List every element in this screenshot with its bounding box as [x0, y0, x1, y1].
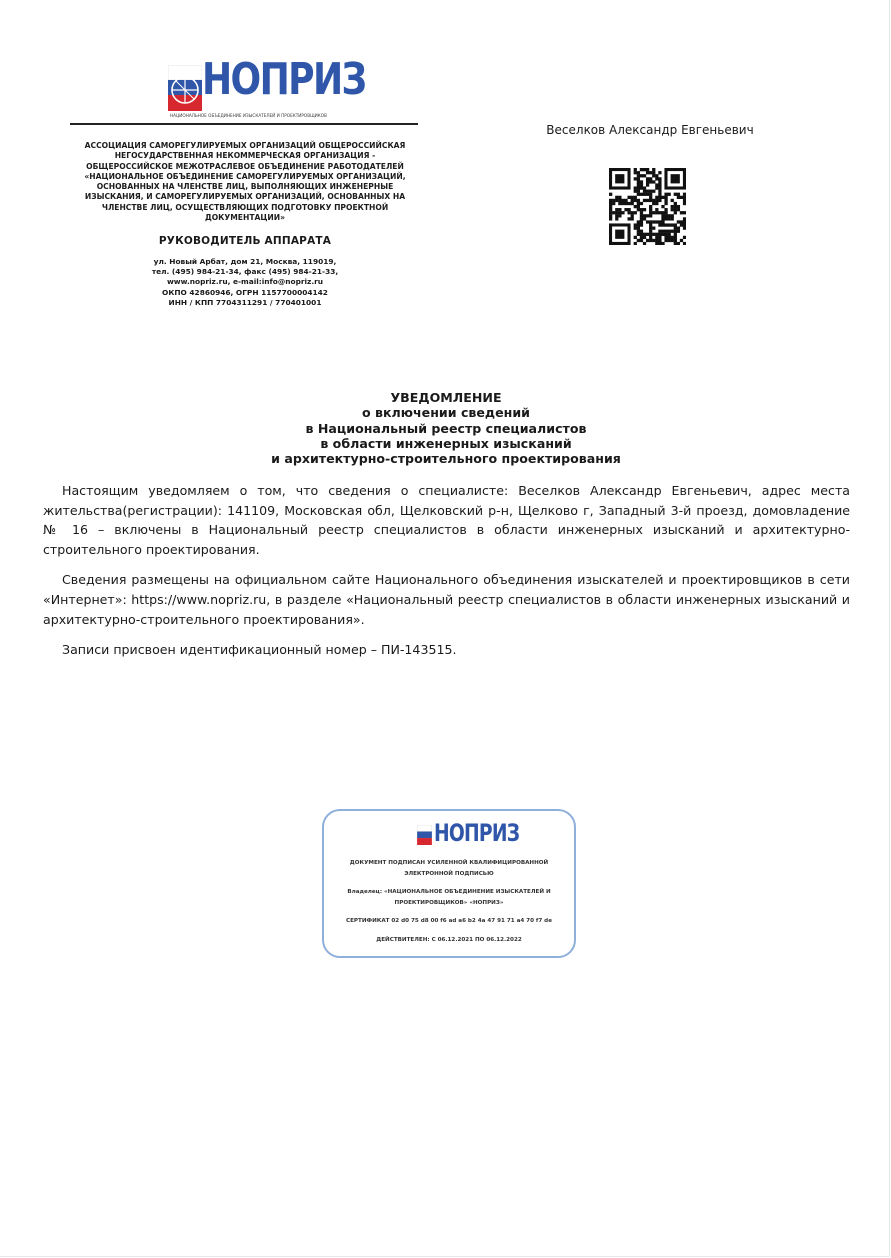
qr-module: [627, 211, 630, 214]
qr-module: [658, 239, 661, 242]
qr-module: [646, 233, 649, 236]
qr-module: [655, 202, 658, 205]
qr-module: [627, 217, 630, 220]
qr-module: [658, 223, 661, 226]
qr-module: [674, 202, 677, 205]
qr-module: [649, 230, 652, 233]
qr-module: [640, 211, 643, 214]
qr-module: [674, 205, 677, 208]
qr-module: [640, 180, 643, 183]
qr-module: [677, 227, 680, 230]
qr-module: [646, 180, 649, 183]
stamp-owner-line: ПРОЕКТИРОВЩИКОВ» «НОПРИЗ»: [394, 900, 504, 906]
qr-module: [658, 183, 661, 186]
qr-module: [652, 174, 655, 177]
association-line: ОБЩЕРОССИЙСКОЕ МЕЖОТРАСЛЕВОЕ ОБЪЕДИНЕНИЕ РАБОТОДАТЕЛЕЙ: [86, 161, 404, 171]
notice-title-line: УВЕДОМЛЕНИЕ: [390, 390, 502, 405]
qr-module: [643, 233, 646, 236]
qr-module: [677, 196, 680, 199]
qr-module: [618, 214, 621, 217]
qr-module: [631, 196, 634, 199]
qr-module: [683, 223, 686, 226]
qr-module: [674, 233, 677, 236]
qr-module: [649, 190, 652, 193]
qr-module: [646, 190, 649, 193]
qr-module: [637, 183, 640, 186]
qr-module: [674, 223, 677, 226]
qr-module: [652, 190, 655, 193]
association-line: «НАЦИОНАЛЬНОЕ ОБЪЕДИНЕНИЕ САМОРЕГУЛИРУЕМЫХ ОРГАНИЗАЦИЙ,: [84, 171, 406, 181]
notice-title: [150, 390, 742, 466]
stamp-owner-line: Владелец: «НАЦИОНАЛЬНОЕ ОБЪЕДИНЕНИЕ ИЗЫСКАТЕЛЕЙ И: [347, 889, 551, 895]
qr-module: [649, 177, 652, 180]
qr-module: [634, 211, 637, 214]
qr-module: [683, 202, 686, 205]
qr-module: [634, 205, 637, 208]
qr-module: [680, 220, 683, 223]
qr-module: [683, 236, 686, 239]
qr-module: [649, 211, 652, 214]
qr-module: [643, 199, 646, 202]
association-line: НЕГОСУДАРСТВЕННАЯ НЕКОММЕРЧЕСКАЯ ОРГАНИЗАЦИЯ -: [114, 151, 376, 161]
qr-module: [643, 217, 646, 220]
qr-module: [615, 214, 618, 217]
stamp-logo-wordmark: НОПРИЗ: [434, 819, 520, 847]
contact-line: тел. (495) 984-21-34, факс (495) 984-21-33,: [151, 267, 339, 277]
qr-module: [661, 196, 664, 199]
qr-module: [624, 202, 627, 205]
qr-module: [664, 233, 667, 236]
qr-module: [655, 199, 658, 202]
qr-module: [674, 208, 677, 211]
qr-module: [664, 217, 667, 220]
qr-module: [680, 196, 683, 199]
qr-module: [658, 236, 661, 239]
qr-module: [640, 239, 643, 242]
qr-module: [661, 223, 664, 226]
stamp-validity: ДЕЙСТВИТЕЛЕН: С 06.12.2021 ПО 06.12.2022: [376, 937, 522, 943]
qr-module: [658, 242, 661, 245]
qr-module: [649, 214, 652, 217]
qr-module: [615, 211, 618, 214]
qr-module: [634, 196, 637, 199]
qr-module: [615, 217, 618, 220]
qr-module: [683, 196, 686, 199]
qr-module: [637, 186, 640, 189]
contact-line: www.nopriz.ru, e-mail:info@nopriz.ru: [166, 277, 324, 287]
qr-module: [652, 233, 655, 236]
header-divider: [70, 123, 418, 125]
qr-module: [649, 227, 652, 230]
qr-module: [621, 199, 624, 202]
qr-module: [664, 202, 667, 205]
qr-module: [649, 199, 652, 202]
qr-module: [674, 242, 677, 245]
qr-module: [649, 208, 652, 211]
notice-body: [43, 481, 850, 671]
qr-module: [652, 199, 655, 202]
qr-module: [609, 214, 612, 217]
qr-module: [677, 193, 680, 196]
qr-module: [634, 171, 637, 174]
contact-line: ОКПО 42860946, ОГРН 1157700004142: [162, 287, 328, 297]
qr-module: [680, 239, 683, 242]
qr-module: [664, 199, 667, 202]
qr-module: [655, 211, 658, 214]
qr-module: [661, 230, 664, 233]
qr-module: [640, 220, 643, 223]
qr-module: [624, 208, 627, 211]
qr-module: [683, 199, 686, 202]
qr-module: [637, 190, 640, 193]
qr-module: [637, 208, 640, 211]
qr-module: [643, 193, 646, 196]
association-name: [70, 141, 420, 223]
stamp-certificate: СЕРТИФИКАТ 02 d0 75 d8 00 f6 ad a6 b2 4a 47 91 71 a4 70 f7 de: [346, 918, 552, 924]
qr-module: [646, 193, 649, 196]
body-paragraph: Настоящим уведомляем о том, что сведения о специалисте: Веселков Александр Евгеньевич, адрес места жительства(регистрации): 141109, Московская обл, Щелковский р-н, Щелково г, Западный 3-й проезд, домовладение № 16 – включены в Национальный реестр специалистов в области инженерных изысканий и архитектурно-строительного проектирования.: [43, 483, 850, 557]
qr-module: [661, 233, 664, 236]
qr-module: [652, 220, 655, 223]
qr-module: [634, 223, 637, 226]
qr-module: [618, 211, 621, 214]
contact-line: ул. Новый Арбат, дом 21, Москва, 119019,: [153, 257, 337, 266]
qr-module: [661, 217, 664, 220]
qr-module: [664, 223, 667, 226]
qr-module: [631, 214, 634, 217]
stamp-signed-line: ЭЛЕКТРОННОЙ ПОДПИСЬЮ: [404, 871, 494, 877]
contact-line: ИНН / КПП 7704311291 / 770401001: [168, 297, 322, 307]
qr-module: [671, 236, 674, 239]
qr-module: [655, 208, 658, 211]
association-line: ИЗЫСКАНИЯ, И САМОРЕГУЛИРУЕМЫХ ОРГАНИЗАЦИЙ, ОСНОВАННЫХ НА: [84, 192, 406, 202]
qr-module: [671, 239, 674, 242]
qr-module: [640, 186, 643, 189]
qr-module: [640, 230, 643, 233]
qr-module: [643, 208, 646, 211]
qr-module: [674, 193, 677, 196]
qr-module: [658, 211, 661, 214]
qr-module: [671, 205, 674, 208]
qr-module: [668, 214, 671, 217]
qr-module: [677, 242, 680, 245]
qr-module: [637, 193, 640, 196]
qr-module: [631, 217, 634, 220]
qr-module: [637, 205, 640, 208]
qr-module: [652, 180, 655, 183]
qr-module: [612, 199, 615, 202]
qr-module: [649, 239, 652, 242]
qr-module: [683, 211, 686, 214]
qr-module: [668, 193, 671, 196]
qr-module: [655, 236, 658, 239]
body-paragraph: Сведения размещены на официальном сайте Национального объединения изыскателей и проектировщиков в сети «Интернет»: https://www.nopriz.ru, в разделе «Национальный реестр специалистов в области инженерных изысканий и архитектурно-строительного проектирования».: [43, 572, 850, 627]
qr-module: [609, 205, 612, 208]
qr-module: [634, 236, 637, 239]
qr-module: [655, 233, 658, 236]
qr-module: [640, 223, 643, 226]
qr-module: [643, 168, 646, 171]
notice-title-line: в Национальный реестр специалистов: [305, 420, 587, 436]
association-line: АССОЦИАЦИЯ САМОРЕГУЛИРУЕМЫХ ОРГАНИЗАЦИЙ ОБЩЕРОССИЙСКАЯ: [84, 141, 406, 150]
qr-module: [658, 199, 661, 202]
stamp-logo: [417, 819, 520, 851]
notice-title-line: в области инженерных изысканий: [320, 435, 572, 451]
qr-module: [661, 205, 664, 208]
qr-module: [609, 208, 612, 211]
association-line: ДОКУМЕНТАЦИИ»: [204, 213, 286, 223]
qr-module: [664, 196, 667, 199]
qr-module: [655, 196, 658, 199]
qr-module: [671, 217, 674, 220]
qr-module: [646, 239, 649, 242]
qr-module: [658, 233, 661, 236]
qr-module: [664, 211, 667, 214]
qr-module: [634, 168, 637, 171]
qr-module: [646, 177, 649, 180]
qr-module: [658, 171, 661, 174]
qr-finder-pattern: [671, 174, 680, 183]
qr-module: [621, 211, 624, 214]
qr-module: [627, 202, 630, 205]
qr-module: [627, 208, 630, 211]
qr-module: [649, 220, 652, 223]
logo-wordmark: НОПРИЗ: [202, 54, 366, 105]
qr-module: [671, 223, 674, 226]
qr-module: [621, 202, 624, 205]
qr-module: [631, 211, 634, 214]
qr-module: [637, 180, 640, 183]
qr-module: [643, 236, 646, 239]
qr-module: [655, 220, 658, 223]
qr-module: [655, 186, 658, 189]
qr-module: [664, 208, 667, 211]
qr-module: [658, 193, 661, 196]
qr-module: [609, 199, 612, 202]
qr-module: [668, 217, 671, 220]
qr-module: [671, 230, 674, 233]
qr-module: [643, 174, 646, 177]
signature-stamp: [322, 809, 576, 958]
qr-module: [664, 236, 667, 239]
qr-module: [652, 227, 655, 230]
qr-module: [646, 220, 649, 223]
qr-module: [646, 214, 649, 217]
qr-module: [664, 230, 667, 233]
notice-title-line: о включении сведений: [362, 405, 530, 421]
qr-module: [618, 208, 621, 211]
qr-module: [661, 214, 664, 217]
qr-module: [640, 183, 643, 186]
qr-module: [683, 242, 686, 245]
qr-module: [652, 171, 655, 174]
qr-module: [668, 223, 671, 226]
qr-module: [671, 208, 674, 211]
qr-module: [655, 242, 658, 245]
qr-module: [615, 196, 618, 199]
qr-module: [668, 239, 671, 242]
qr-module: [674, 211, 677, 214]
qr-module: [658, 230, 661, 233]
qr-module: [664, 214, 667, 217]
qr-module: [661, 220, 664, 223]
qr-module: [637, 177, 640, 180]
qr-module: [658, 186, 661, 189]
qr-module: [646, 183, 649, 186]
qr-module: [640, 174, 643, 177]
qr-module: [609, 211, 612, 214]
qr-module: [637, 171, 640, 174]
qr-finder-pattern: [615, 230, 624, 239]
qr-module: [649, 236, 652, 239]
qr-module: [652, 202, 655, 205]
qr-module: [652, 211, 655, 214]
qr-module: [640, 193, 643, 196]
notice-title-line: и архитектурно-строительного проектирования: [271, 451, 621, 467]
qr-module: [658, 196, 661, 199]
qr-module: [634, 199, 637, 202]
qr-module: [634, 190, 637, 193]
qr-module: [634, 186, 637, 189]
qr-module: [640, 236, 643, 239]
qr-module: [609, 202, 612, 205]
qr-module: [637, 220, 640, 223]
qr-finder-pattern: [615, 174, 624, 183]
qr-module: [658, 190, 661, 193]
nopriz-emblem-icon: [417, 825, 432, 845]
qr-module: [649, 193, 652, 196]
qr-module: [674, 239, 677, 242]
qr-module: [637, 230, 640, 233]
qr-module: [618, 199, 621, 202]
qr-module: [640, 168, 643, 171]
qr-module: [668, 230, 671, 233]
qr-module: [637, 239, 640, 242]
qr-module: [609, 217, 612, 220]
qr-module: [649, 233, 652, 236]
qr-module: [655, 239, 658, 242]
qr-module: [674, 230, 677, 233]
qr-module: [643, 190, 646, 193]
qr-module: [643, 186, 646, 189]
qr-module: [658, 177, 661, 180]
qr-module: [618, 196, 621, 199]
qr-module: [631, 202, 634, 205]
qr-module: [658, 180, 661, 183]
qr-module: [677, 205, 680, 208]
qr-module: [655, 177, 658, 180]
qr-module: [652, 239, 655, 242]
qr-module: [649, 205, 652, 208]
qr-module: [668, 236, 671, 239]
qr-module: [674, 236, 677, 239]
qr-module: [640, 202, 643, 205]
qr-module: [634, 242, 637, 245]
nopriz-emblem-icon: [168, 65, 202, 111]
qr-module: [652, 168, 655, 171]
qr-module: [634, 177, 637, 180]
qr-module: [664, 239, 667, 242]
qr-module: [609, 193, 612, 196]
recipient-name: Веселков Александр Евгеньевич: [546, 123, 754, 137]
logo-caption: НАЦИОНАЛЬНОЕ ОБЪЕДИНЕНИЕ ИЗЫСКАТЕЛЕЙ И ПРОЕКТИРОВЩИКОВ: [170, 113, 327, 118]
qr-module: [649, 171, 652, 174]
association-line: ЧЛЕНСТВЕ ЛИЦ, ОСУЩЕСТВЛЯЮЩИХ ПОДГОТОВКУ ПРОЕКТНОЙ: [101, 202, 389, 212]
qr-module: [646, 168, 649, 171]
association-line: ОСНОВАННЫХ НА ЧЛЕНСТВЕ ЛИЦ, ВЫПОЛНЯЮЩИХ ИНЖЕНЕРНЫЕ: [96, 182, 394, 192]
qr-module: [649, 180, 652, 183]
qr-module: [671, 199, 674, 202]
qr-module: [637, 223, 640, 226]
qr-module: [655, 183, 658, 186]
qr-module: [677, 220, 680, 223]
contact-details: [70, 257, 420, 308]
qr-module: [615, 199, 618, 202]
qr-module: [677, 208, 680, 211]
qr-module: [680, 223, 683, 226]
qr-module: [640, 217, 643, 220]
qr-module: [640, 214, 643, 217]
qr-module: [640, 208, 643, 211]
qr-module: [640, 233, 643, 236]
qr-module: [637, 202, 640, 205]
qr-module: [661, 211, 664, 214]
qr-module: [612, 211, 615, 214]
qr-module: [646, 199, 649, 202]
qr-module: [655, 174, 658, 177]
qr-module: [680, 211, 683, 214]
qr-module: [637, 199, 640, 202]
qr-module: [637, 227, 640, 230]
qr-module: [649, 223, 652, 226]
qr-module: [627, 196, 630, 199]
qr-module: [649, 196, 652, 199]
qr-module: [631, 199, 634, 202]
qr-module: [683, 193, 686, 196]
qr-module: [618, 202, 621, 205]
stamp-signed-line: ДОКУМЕНТ ПОДПИСАН УСИЛЕННОЙ КВАЛИФИЦИРОВАННОЙ: [349, 860, 549, 866]
qr-module: [677, 230, 680, 233]
qr-module: [637, 233, 640, 236]
qr-module: [683, 227, 686, 230]
qr-module: [646, 171, 649, 174]
qr-module: [643, 242, 646, 245]
qr-module: [661, 242, 664, 245]
qr-module: [634, 227, 637, 230]
qr-module: [683, 220, 686, 223]
qr-module: [683, 217, 686, 220]
qr-module: [643, 214, 646, 217]
nopriz-logo: [168, 54, 366, 122]
qr-module: [615, 208, 618, 211]
qr-module: [658, 220, 661, 223]
qr-module: [624, 199, 627, 202]
qr-module: [674, 227, 677, 230]
qr-code-icon: [609, 168, 686, 245]
qr-module: [637, 174, 640, 177]
qr-module: [612, 202, 615, 205]
body-paragraph: Записи присвоен идентификационный номер – ПИ-143515.: [62, 642, 457, 658]
qr-module: [671, 214, 674, 217]
qr-module: [668, 233, 671, 236]
department-title: РУКОВОДИТЕЛЬ АППАРАТА: [158, 235, 332, 247]
qr-module: [664, 193, 667, 196]
